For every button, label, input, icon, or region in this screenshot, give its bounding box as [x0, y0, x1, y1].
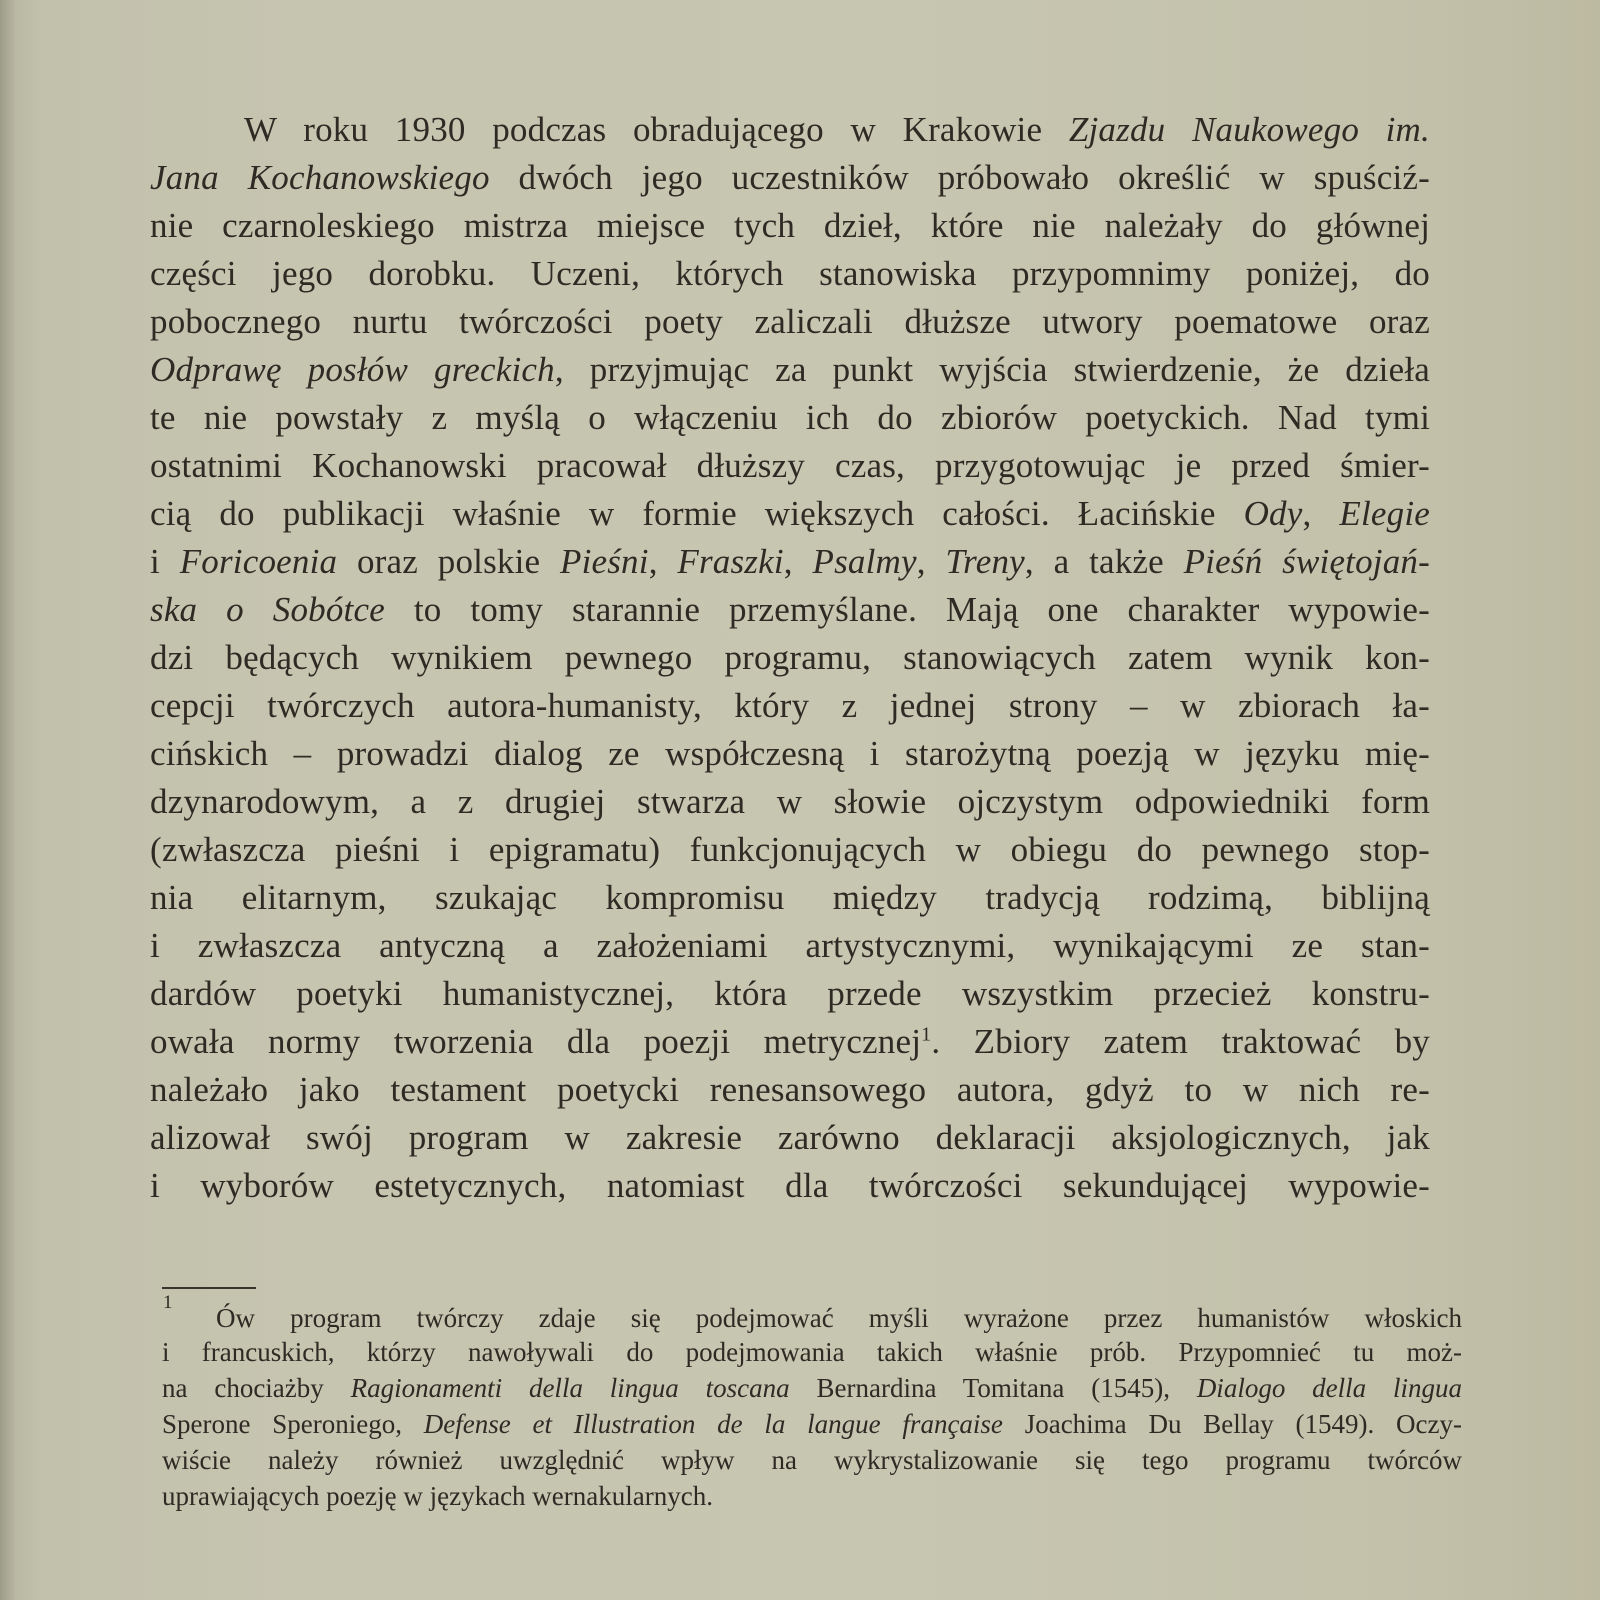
text-span: W roku 1930 podczas obradującego w Krakowie: [244, 110, 1069, 149]
text-line: [150, 298, 1430, 346]
text-line: [150, 202, 1430, 250]
text-span: i wyborów estetycznych, natomiast dla twórczości sekundującej wypowie-: [150, 1166, 1430, 1205]
text-line: [162, 1334, 1462, 1370]
text-line: [162, 1478, 1462, 1514]
text-span: cią do publikacji właśnie w formie większych całości. Łacińskie: [150, 494, 1244, 533]
text-line: [150, 922, 1430, 970]
text-line: [150, 970, 1430, 1018]
text-span: , przyjmując za punkt wyjścia stwierdzenie, że dzieła: [554, 350, 1430, 389]
text-line: [150, 874, 1430, 922]
italic-title: Foricoenia: [179, 542, 338, 581]
text-span: ,: [1302, 494, 1340, 533]
text-line: [150, 538, 1430, 586]
text-span: to tomy starannie przemyślane. Mają one charakter wypowie-: [384, 590, 1430, 629]
text-span: dzynarodowym, a z drugiej stwarza w słowie ojczystym odpowiedniki form: [150, 782, 1430, 821]
text-span: . Zbiory zatem traktować by: [931, 1022, 1430, 1061]
italic-title: Treny: [945, 542, 1025, 581]
text-line: [150, 154, 1430, 202]
text-line: [150, 682, 1430, 730]
text-span: (zwłaszcza pieśni i epigramatu) funkcjonujących w obiegu do pewnego stop-: [150, 830, 1430, 869]
footnote-reference: 1: [921, 1023, 932, 1046]
italic-title: Ody: [1243, 494, 1303, 533]
text-span: oraz polskie: [337, 542, 560, 581]
text-span: ,: [648, 542, 678, 581]
text-line: [150, 1066, 1430, 1114]
text-span: ostatnimi Kochanowski pracował dłuższy czas, przygotowując je przed śmier-: [150, 446, 1430, 485]
italic-title: ska o Sobótce: [150, 590, 385, 629]
text-span: wiście należy również uwzględnić wpływ na wykrystalizowanie się tego programu twórców: [162, 1445, 1462, 1475]
text-line: [150, 730, 1430, 778]
text-span: nia elitarnym, szukając kompromisu między tradycją rodzimą, biblijną: [150, 878, 1430, 917]
text-line: [150, 490, 1430, 538]
italic-title: Odprawę posłów greckich: [150, 350, 555, 389]
text-line: [150, 826, 1430, 874]
text-span: i francuskich, którzy nawoływali do podejmowania takich właśnie prób. Przypomnieć tu moż-: [162, 1337, 1462, 1367]
text-span: ,: [783, 542, 813, 581]
text-span: na chociażby: [162, 1373, 351, 1403]
text-span: należało jako testament poetycki renesansowego autora, gdyż to w nich re-: [150, 1070, 1430, 1109]
text-span: Sperone Speroniego,: [162, 1409, 424, 1439]
text-span: cińskich – prowadzi dialog ze współczesną i starożytną poezją w języku mię-: [150, 734, 1430, 773]
text-span: cepcji twórczych autora-humanisty, który z jednej strony – w zbiorach ła-: [150, 686, 1430, 725]
text-line: [150, 1162, 1430, 1210]
italic-title: Dialogo della lingua: [1196, 1373, 1462, 1403]
text-line: [150, 1114, 1430, 1162]
text-line: [150, 634, 1430, 682]
text-line: [162, 1370, 1462, 1406]
text-span: pobocznego nurtu twórczości poety zaliczali dłuższe utwory poematowe oraz: [150, 302, 1430, 341]
text-span: uprawiających poezję w językach wernakularnych.: [162, 1481, 713, 1511]
text-span: i zwłaszcza antyczną a założeniami artystycznymi, wynikającymi ze stan-: [150, 926, 1430, 965]
book-gutter-shadow: [0, 0, 14, 1600]
italic-title: Pieśń świętojań-: [1183, 542, 1430, 581]
text-line: [150, 250, 1430, 298]
text-line: [150, 586, 1430, 634]
italic-title: Fraszki: [677, 542, 784, 581]
text-line: [162, 1406, 1462, 1442]
italic-title: Jana Kochanowskiego: [150, 158, 490, 197]
italic-title: Psalmy: [812, 542, 917, 581]
text-span: dzi będących wynikiem pewnego programu, stanowiących zatem wynik kon-: [150, 638, 1430, 677]
text-line: [162, 1442, 1462, 1478]
text-line: [150, 442, 1430, 490]
italic-title: Pieśni: [560, 542, 649, 581]
text-span: części jego dorobku. Uczeni, których stanowiska przypomnimy poniżej, do: [150, 254, 1430, 293]
text-line: [150, 1018, 1430, 1066]
text-span: nie czarnoleskiego mistrza miejsce tych dzieł, które nie należały do głównej: [150, 206, 1430, 245]
text-line: [150, 394, 1430, 442]
text-line: [216, 1300, 1462, 1336]
text-span: alizował swój program w zakresie zarówno deklaracji aksjologicznych, jak: [150, 1118, 1430, 1157]
italic-title: Ragionamenti della lingua toscana: [350, 1373, 790, 1403]
text-span: dardów poetyki humanistycznej, która przede wszystkim przecież konstru-: [150, 974, 1430, 1013]
text-line: [150, 346, 1430, 394]
italic-title: Zjazdu Naukowego im.: [1068, 110, 1430, 149]
text-span: te nie powstały z myślą o włączeniu ich do zbiorów poetyckich. Nad tymi: [150, 398, 1430, 437]
text-span: Ów program twórczy zdaje się podejmować myśli wyrażone przez humanistów włoskich: [216, 1303, 1462, 1333]
footnote-separator-rule: [162, 1287, 256, 1289]
text-line: [150, 778, 1430, 826]
text-span: Joachima Du Bellay (1549). Oczy-: [1002, 1409, 1462, 1439]
text-line: [244, 106, 1430, 154]
text-span: , a także: [1024, 542, 1184, 581]
text-span: ,: [916, 542, 946, 581]
text-span: i: [150, 542, 180, 581]
text-span: dwóch jego uczestników próbowało określić w spuściź-: [489, 158, 1430, 197]
footnote-number: 1: [163, 1292, 173, 1313]
text-span: owała normy tworzenia dla poezji metrycznej: [150, 1022, 922, 1061]
italic-title: Defense et Illustration de la langue française: [423, 1409, 1003, 1439]
italic-title: Elegie: [1339, 494, 1431, 533]
text-span: Bernardina Tomitana (1545),: [789, 1373, 1197, 1403]
